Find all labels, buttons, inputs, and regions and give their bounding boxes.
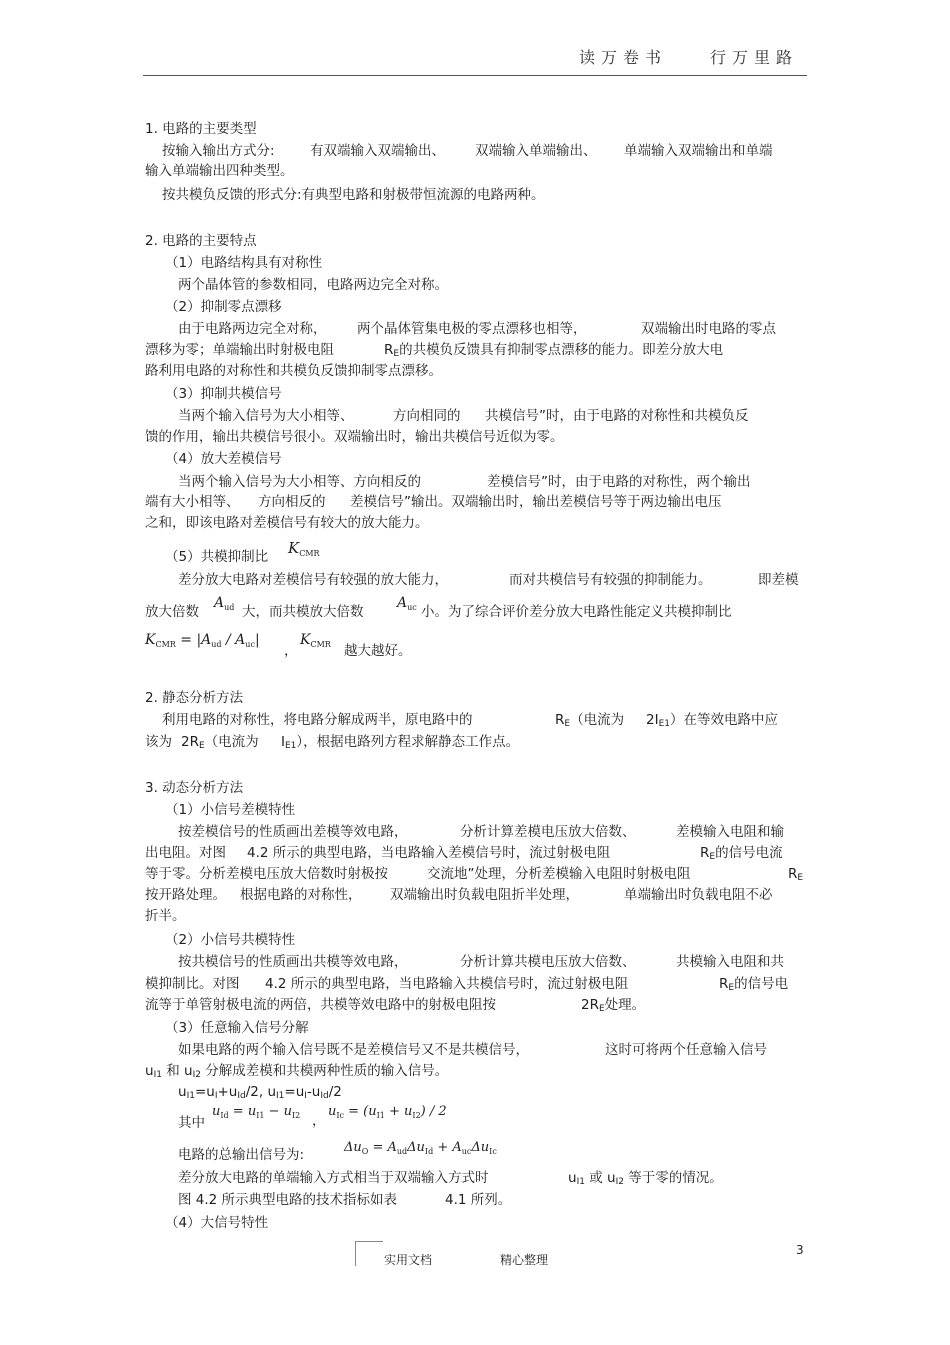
- paragraph-line: 路利用电路的对称性和共模负反馈抑制零点漂移。: [145, 363, 442, 379]
- paragraph-line: $u_{I1}$ 和 $u_{I2}$ 分解成差模和共模两种性质的输入信号。: [145, 1063, 449, 1080]
- paragraph-line: $u_{I1}=u_I+u_{Id}/2$, $u_{I1}=u_I-u_{Id}/2$: [178, 1084, 342, 1101]
- section-title: 2. 静态分析方法: [145, 690, 244, 706]
- paragraph-line: 当两个输入信号为大小相等、方向相反的: [178, 474, 421, 490]
- paragraph-line: 分析计算共模电压放大倍数、: [460, 954, 636, 970]
- subsection-title: （1）电路结构具有对称性: [165, 255, 323, 271]
- paragraph-line: $R_E$: [788, 866, 804, 883]
- paragraph-line: 交流地”处理，分析差模输入电阻时射极电阻: [427, 866, 691, 882]
- paragraph-line: 差分放大电路对差模信号有较强的放大能力，: [178, 572, 448, 588]
- paragraph-line: 模抑制比。对图: [145, 976, 240, 992]
- subsection-title: （3）抑制共模信号: [165, 386, 282, 402]
- footer-corner-mark: [355, 1241, 383, 1266]
- paragraph-line: 等于零。分析差模电压放大倍数时射极按: [145, 866, 388, 882]
- subscript: E: [393, 349, 400, 359]
- formula-uid: $u_{Id} = u_{I1} - u_{I2}$: [212, 1104, 301, 1120]
- paragraph-line: 而对共模信号有较强的抑制能力。: [509, 572, 712, 588]
- paragraph-line: 单端输入双端输出和单端: [624, 143, 773, 159]
- paragraph-line: 按差模信号的性质画出差模等效电路，: [178, 824, 408, 840]
- paragraph-line: 按输入输出方式分:: [162, 143, 275, 159]
- paragraph-line: $R_E$的信号电流: [700, 845, 783, 862]
- paragraph-line: 方向相同的: [393, 408, 461, 424]
- paragraph-line: $2R_E$（电流为: [181, 734, 259, 751]
- paragraph-line: 两个晶体管集电极的零点漂移也相等，: [357, 321, 587, 337]
- section-title: 3. 动态分析方法: [145, 780, 244, 796]
- paragraph-line: 共模输入电阻和共: [676, 954, 784, 970]
- subsection-title: （5）共模抑制比: [165, 549, 269, 565]
- paragraph-line: 按共模信号的性质画出共模等效电路，: [178, 954, 408, 970]
- paragraph-line: 分析计算差模电压放大倍数、: [460, 824, 636, 840]
- paragraph-line: 漂移为零；单端输出时射极电阻: [145, 342, 334, 358]
- paragraph-line: 利用电路的对称性，将电路分解成两半，原电路中的: [162, 712, 473, 728]
- paragraph-line: 按开路处理。: [145, 887, 226, 903]
- subsection-title: （1）小信号差模特性: [165, 802, 296, 818]
- paragraph-line: 4.2 所示的典型电路，当电路输入共模信号时，流过射极电阻: [265, 976, 629, 992]
- paragraph-line: 端有大小相等、: [145, 494, 240, 510]
- paragraph-line: $2R_E$处理。: [581, 997, 646, 1014]
- paragraph-line: 输入单端输出四种类型。: [145, 163, 294, 179]
- paragraph-line: $2I_{E1}$）在等效电路中应: [646, 712, 778, 729]
- text: 的共模负反馈具有抑制零点漂移的能力。即差分放大电: [399, 342, 724, 358]
- paragraph-line: 双端输出时电路的零点: [641, 321, 776, 337]
- page-number: 3: [796, 1243, 804, 1257]
- paragraph-line: 有双端输入双端输出、: [310, 143, 445, 159]
- header-rule: [143, 75, 807, 76]
- paragraph-line: 小。为了综合评价差分放大电路性能定义共模抑制比: [421, 604, 732, 620]
- subsection-title: （2）小信号共模特性: [165, 932, 296, 948]
- paragraph-line: 按共模负反馈的形式分:有典型电路和射极带恒流源的电路两种。: [162, 187, 545, 203]
- paragraph-line: $u_{I1}$ 或 $u_{I2}$ 等于零的情况。: [568, 1170, 723, 1187]
- paragraph-line: 越大越好。: [344, 643, 412, 659]
- paragraph-line: 之和，即该电路对差模信号有较大的放大能力。: [145, 515, 429, 531]
- symbol: R: [384, 342, 394, 358]
- formula-output: $\Delta u_O = A_{ud}\Delta u_{Id} + A_{uc}\Delta u_{Ic}$: [344, 1140, 497, 1156]
- paragraph-line: 单端输出时负载电阻不必: [624, 887, 773, 903]
- paragraph-line: 馈的作用，输出共模信号很小。双端输出时，输出共模信号近似为零。: [145, 429, 564, 445]
- paragraph-line: 方向相反的: [258, 494, 326, 510]
- paragraph-line: 出电阻。对图: [145, 845, 226, 861]
- paragraph-line: 差模信号”输出。双端输出时，输出差模信号等于两边输出电压: [350, 494, 722, 510]
- kcmr-symbol: $K_{CMR}$: [300, 632, 331, 649]
- paragraph-line: 这时可将两个任意输入信号: [605, 1042, 767, 1058]
- paragraph-line: 大，而共模放大倍数: [242, 604, 364, 620]
- auc-symbol: $A_{uc}$: [397, 595, 417, 612]
- paragraph-line: 如果电路的两个输入信号既不是差模信号又不是共模信号，: [178, 1042, 529, 1058]
- subsection-title: （2）抑制零点漂移: [165, 299, 282, 315]
- paragraph-line: 由于电路两边完全对称，: [178, 321, 327, 337]
- paragraph-line: 双端输入单端输出、: [475, 143, 597, 159]
- header-right: 行万里路: [710, 48, 799, 67]
- paragraph-line: [384, 342, 723, 362]
- paragraph-line: 两个晶体管的参数相同，电路两边完全对称。: [178, 277, 448, 293]
- paragraph-line: 4.1 所列。: [445, 1192, 512, 1208]
- paragraph-line: 共模信号”时，由于电路的对称性和共模负反: [485, 408, 749, 424]
- paragraph-line: 当两个输入信号为大小相等、: [178, 408, 354, 424]
- paragraph-line: 差模信号”时，由于电路的对称性，两个输出: [487, 474, 751, 490]
- paragraph-line: $R_E$（电流为: [555, 712, 625, 729]
- paragraph-line: $I_{E1}$），根据电路列方程求解静态工作点。: [281, 734, 520, 751]
- footer-left: 实用文档: [384, 1253, 433, 1267]
- paragraph-line: 放大倍数: [145, 604, 199, 620]
- kcmr-symbol: $K_{CMR}$: [288, 539, 320, 558]
- paragraph-line: 4.2 所示的典型电路，当电路输入差模信号时，流过射极电阻: [247, 845, 611, 861]
- aud-symbol: $A_{ud}$: [214, 595, 235, 612]
- footer-right: 精心整理: [500, 1253, 549, 1267]
- paragraph-line: 流等于单管射极电流的两倍，共模等效电路中的射极电阻按: [145, 997, 496, 1013]
- paragraph-line: 折半。: [145, 908, 186, 924]
- section-title: 1. 电路的主要类型: [145, 121, 257, 137]
- paragraph-line: 差模输入电阻和输: [676, 824, 784, 840]
- paragraph-line: 其中: [178, 1115, 205, 1131]
- paragraph-line: 图 4.2 所示典型电路的技术指标如表: [178, 1192, 398, 1208]
- subsection-title: （4）放大差模信号: [165, 451, 282, 467]
- header-left: 读万卷书: [579, 48, 668, 67]
- kcmr-formula: $K_{CMR} = |A_{ud} / A_{uc}|$: [145, 632, 260, 649]
- subsection-title: （4）大信号特性: [165, 1215, 269, 1231]
- paragraph-line: 该为: [145, 734, 172, 750]
- paragraph-line: 根据电路的对称性，: [240, 887, 362, 903]
- paragraph-line: $R_E$的信号电: [719, 976, 789, 993]
- punctuation: ，: [312, 1113, 326, 1129]
- paragraph-line: 双端输出时负载电阻折半处理，: [390, 887, 579, 903]
- punctuation: ，: [284, 643, 298, 659]
- paragraph-line: 差分放大电路的单端输入方式相当于双端输入方式时: [178, 1170, 489, 1186]
- paragraph-line: 即差模: [758, 572, 799, 588]
- formula-uic: $u_{Ic} = (u_{I1} + u_{I2}) / 2$: [328, 1104, 447, 1120]
- section-title: 2. 电路的主要特点: [145, 233, 257, 249]
- subsection-title: （3）任意输入信号分解: [165, 1020, 309, 1036]
- paragraph-line: 电路的总输出信号为:: [178, 1147, 305, 1163]
